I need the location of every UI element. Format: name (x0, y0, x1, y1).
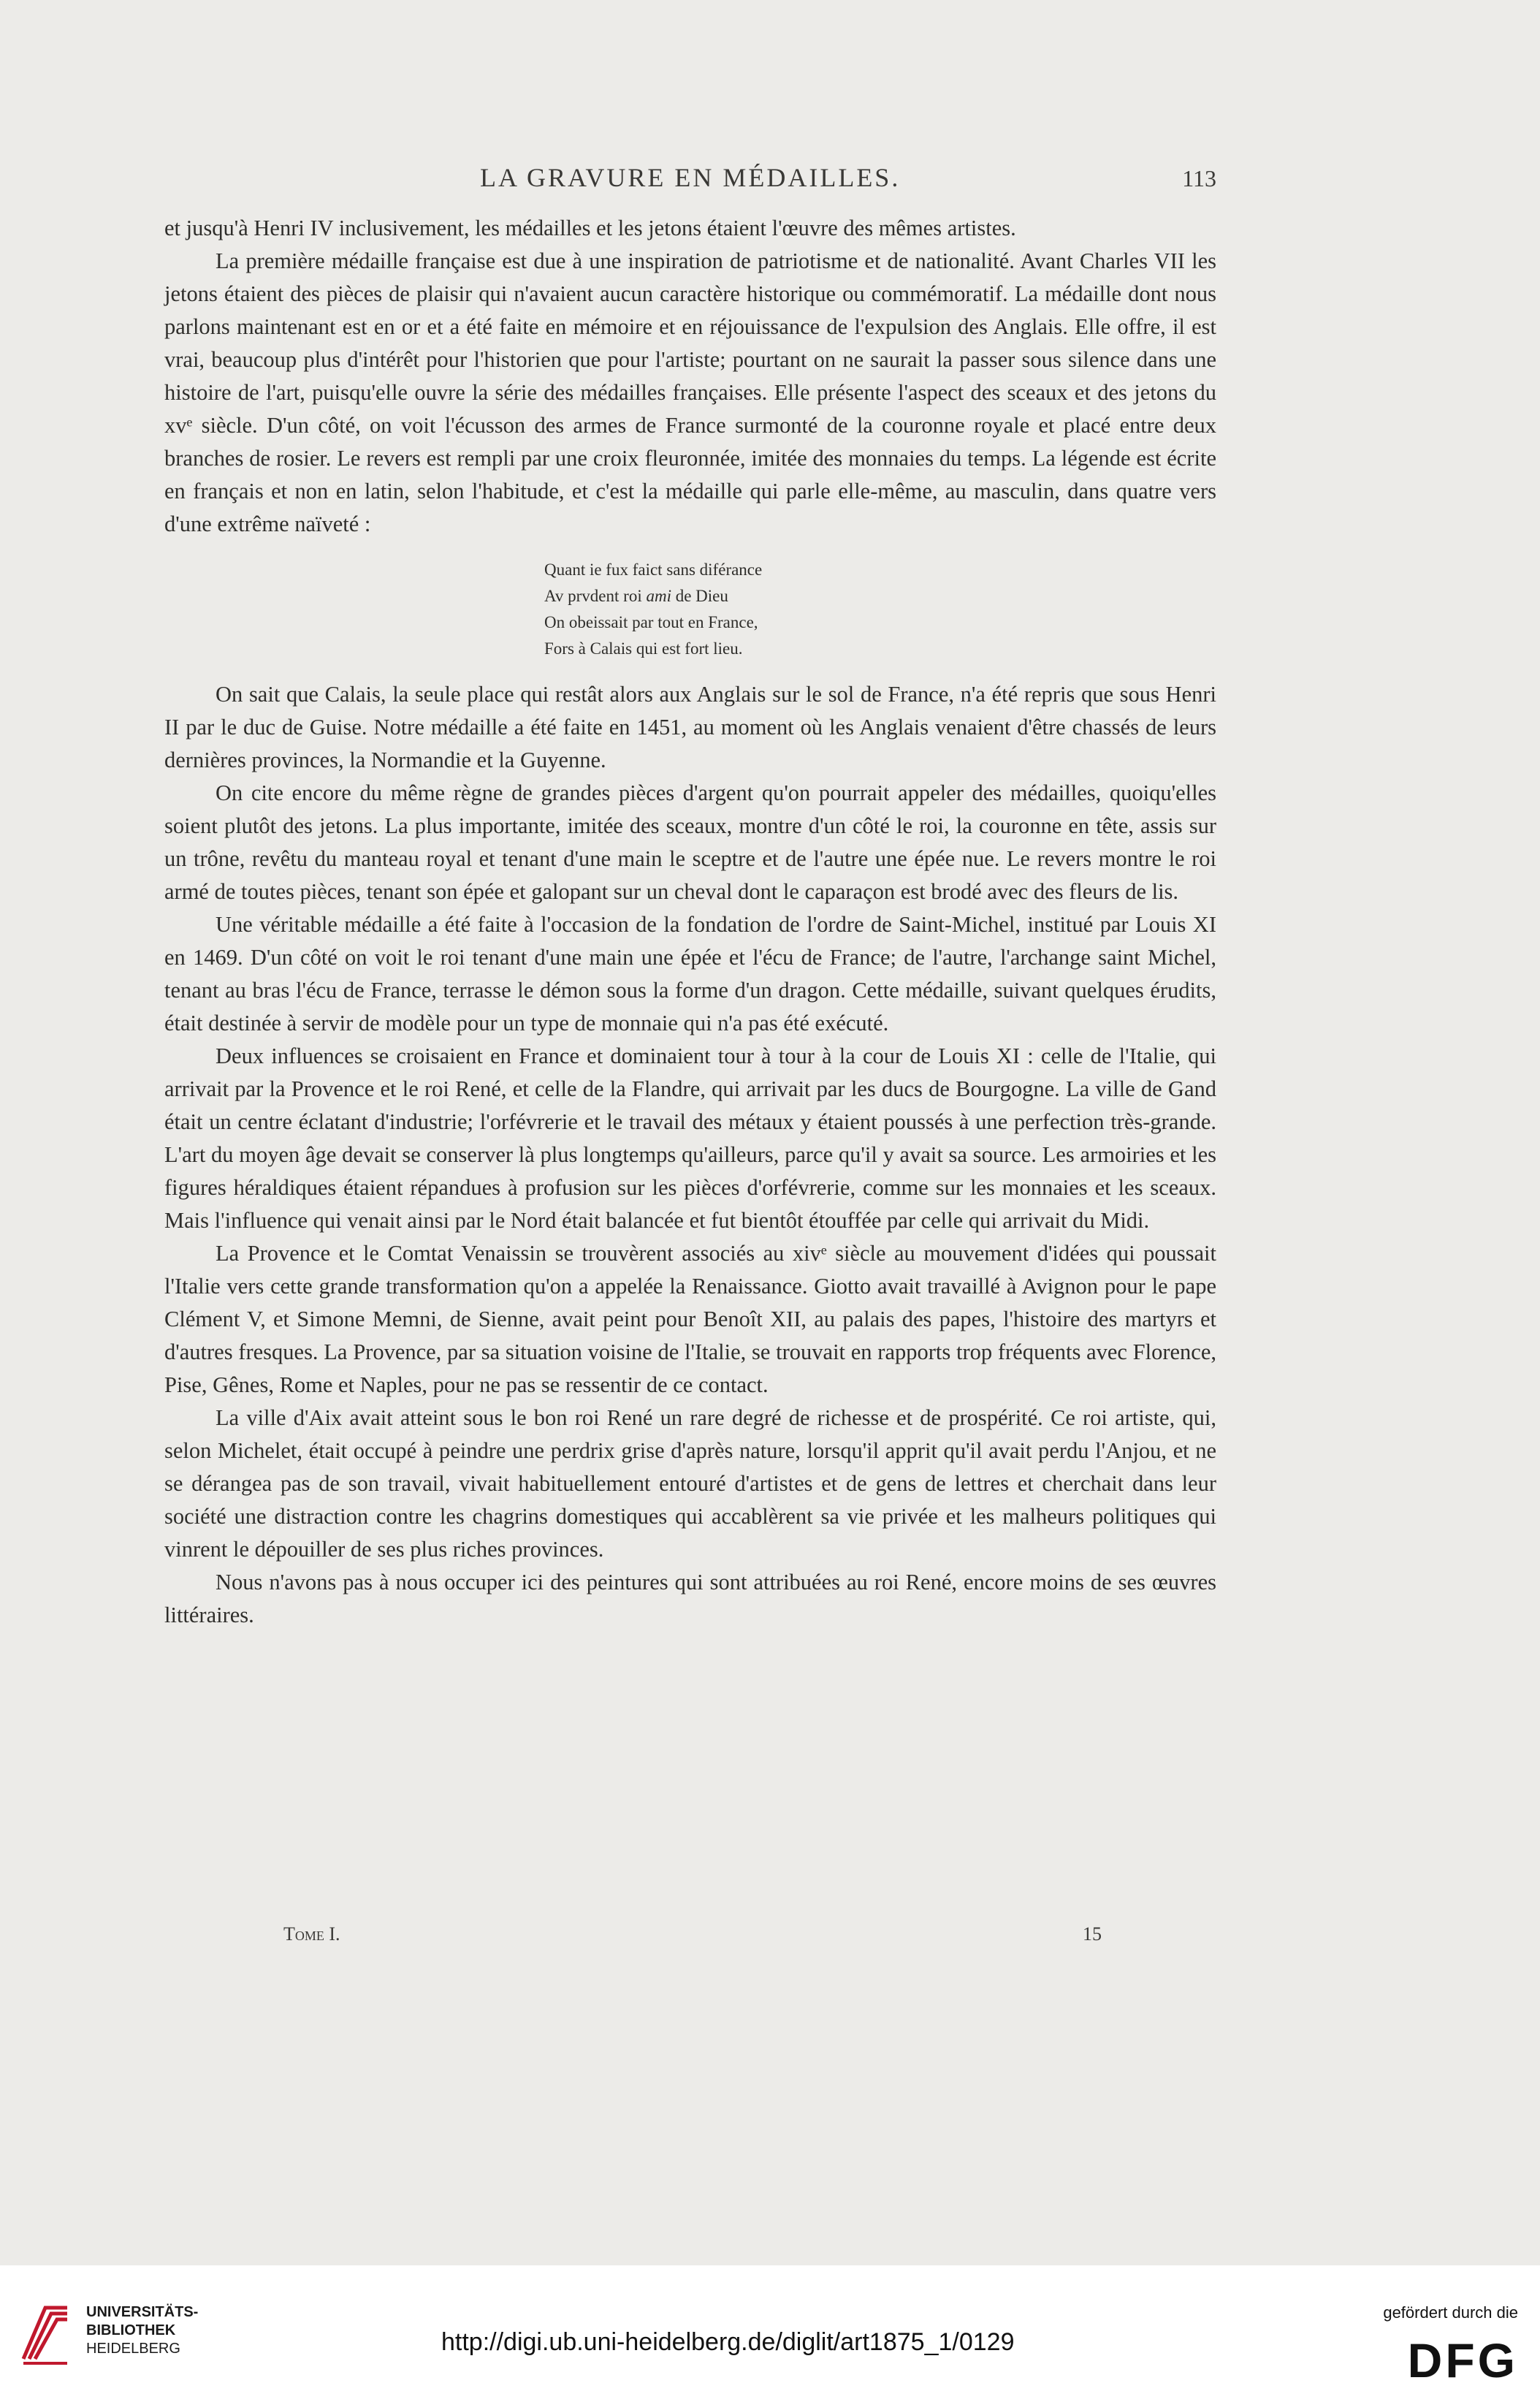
medal-inscription-verse (544, 557, 1216, 662)
running-header (164, 162, 1216, 206)
dfg-logo-icon: DFG (1407, 2333, 1518, 2387)
paragraph: Nous n'avons pas à nous occuper ici des peintures qui sont attribuées au roi René, encore moins de ses œuvres littéraires. (164, 1570, 1216, 1627)
paragraph: Une véritable médaille a été faite à l'occasion de la fondation de l'ordre de Saint-Michel, institué par Louis XI en 1469. D'un côté on voit le roi tenant d'une main une épée et l'écu de France; de l'autre, l'archange saint Michel, tenant au bras l'écu de France, terrasse le démon sous la forme d'un dragon. Cette médaille, suivant quelques érudits, était destinée à servir de modèle pour un type de monnaie qui n'a pas été exécuté. (164, 912, 1216, 1035)
verse-line: Quant ie fux faict sans diférance (544, 560, 763, 579)
paragraph: La Provence et le Comtat Venaissin se trouvèrent associés au xivᵉ siècle au mouvement d'idées qui poussait l'Italie vers cette grande transformation qu'on a appelée la Renaissance. Giotto avait travaillé à Avignon pour le pape Clément V, et Simone Memni, de Sienne, avait peint pour Benoît XII, au palais des papes, l'histoire des martyrs et d'autres fresques. La Provence, par sa situation voisine de l'Italie, se trouvait en rapports trop fréquents avec Florence, Pise, Gênes, Rome et Naples, pour ne pas se ressentir de ce contact. (164, 1241, 1216, 1397)
source-url-link[interactable]: http://digi.ub.uni-heidelberg.de/diglit/art1875_1/0129 (441, 2328, 1015, 2356)
library-name: UNIVERSITÄTS- BIBLIOTHEK HEIDELBERG (86, 2304, 199, 2357)
paragraph: La ville d'Aix avait atteint sous le bon roi René un rare degré de richesse et de prospérité. Ce roi artiste, qui, selon Michelet, était occupé à peindre une perdrix grise d'après nature, lorsqu'il apprit qu'il avait perdu l'Anjou, et ne se dérangea pas de son travail, vivait habituellement entouré d'artistes et de gens de lettres et cherchait dans leur société une distraction contre les chagrins domestiques qui accablèrent sa vie privée et les malheurs politiques qui vinrent le dépouiller de ses plus riches provinces. (164, 1405, 1216, 1562)
running-title: LA GRAVURE EN MÉDAILLES. (480, 163, 901, 192)
verse-line: Fors à Calais qui est fort lieu. (544, 639, 743, 658)
page-number: 113 (1182, 165, 1216, 191)
volume-label: Tome I. (283, 1923, 340, 1945)
library-logo-icon (16, 2300, 73, 2368)
paragraph: On cite encore du même règne de grandes pièces d'argent qu'on pourrait appeler des médailles, quoiqu'elles soient plutôt des jetons. La plus importante, imitée des sceaux, montre d'un côté le roi, la couronne en tête, assis sur un trône, revêtu du manteau royal et tenant d'une main le sceptre et de l'autre une épée nue. Le revers montre le roi armé de toutes pièces, tenant son épée et galopant sur un cheval dont le caparaçon est brodé avec des fleurs de lis. (164, 780, 1216, 904)
verse-line: Av prvdent roi ami de Dieu (544, 587, 728, 605)
paragraph: On sait que Calais, la seule place qui restât alors aux Anglais sur le sol de France, n'a été repris que sous Henri II par le duc de Guise. Notre médaille a été faite en 1451, au moment où les Anglais venaient d'être chassés de leurs dernières provinces, la Normandie et la Guyenne. (164, 682, 1216, 772)
verse-line: On obeissait par tout en France, (544, 613, 758, 631)
funding-caption: gefördert durch die (1383, 2303, 1518, 2322)
page-footer (283, 1923, 1102, 1953)
digitization-banner (0, 2265, 1540, 2402)
signature-mark: 15 (1083, 1923, 1102, 1945)
paragraph: Deux influences se croisaient en France et dominaient tour à tour à la cour de Louis XI : celle de l'Italie, qui arrivait par la Provence et le roi René, et celle de la Flandre, qui arrivait par les ducs de Bourgogne. La ville de Gand était un centre éclatant d'industrie; l'orfévrerie et le travail des métaux y étaient poussés à une perfection très-grande. L'art du moyen âge devait se conserver là plus longtemps qu'ailleurs, parce qu'il y avait sa source. Les armoiries et les figures héraldiques étaient répandues à profusion sur les pièces d'orfévrerie, comme sur les monnaies et les sceaux. Mais l'influence qui venait ainsi par le Nord était balancée et fut bientôt étouffée par celle qui arrivait du Midi. (164, 1044, 1216, 1233)
paragraph: La première médaille française est due à une inspiration de patriotisme et de nationalité. Avant Charles VII les jetons étaient des pièces de plaisir qui n'avaient aucun caractère historique ou commémoratif. La médaille dont nous parlons maintenant est en or et a été faite en mémoire et en réjouissance de l'expulsion des Anglais. Elle offre, il est vrai, beaucoup plus d'intérêt pour l'historien que pour l'artiste; pourtant on ne saurait la passer sous silence dans une histoire de l'art, puisqu'elle ouvre la série des médailles françaises. Elle présente l'aspect des sceaux et des jetons du xvᵉ siècle. D'un côté, on voit l'écusson des armes de France surmonté de la couronne royale et placé entre deux branches de rosier. Le revers est rempli par une croix fleuronnée, imitée des monnaies du temps. La légende est écrite en français et non en latin, selon l'habitude, et c'est la médaille qui parle elle-même, au masculin, dans quatre vers d'une extrême naïveté : (164, 248, 1216, 536)
paragraph: et jusqu'à Henri IV inclusivement, les médailles et les jetons étaient l'œuvre des mêmes artistes. (164, 216, 1016, 240)
body-text (164, 212, 1216, 1632)
